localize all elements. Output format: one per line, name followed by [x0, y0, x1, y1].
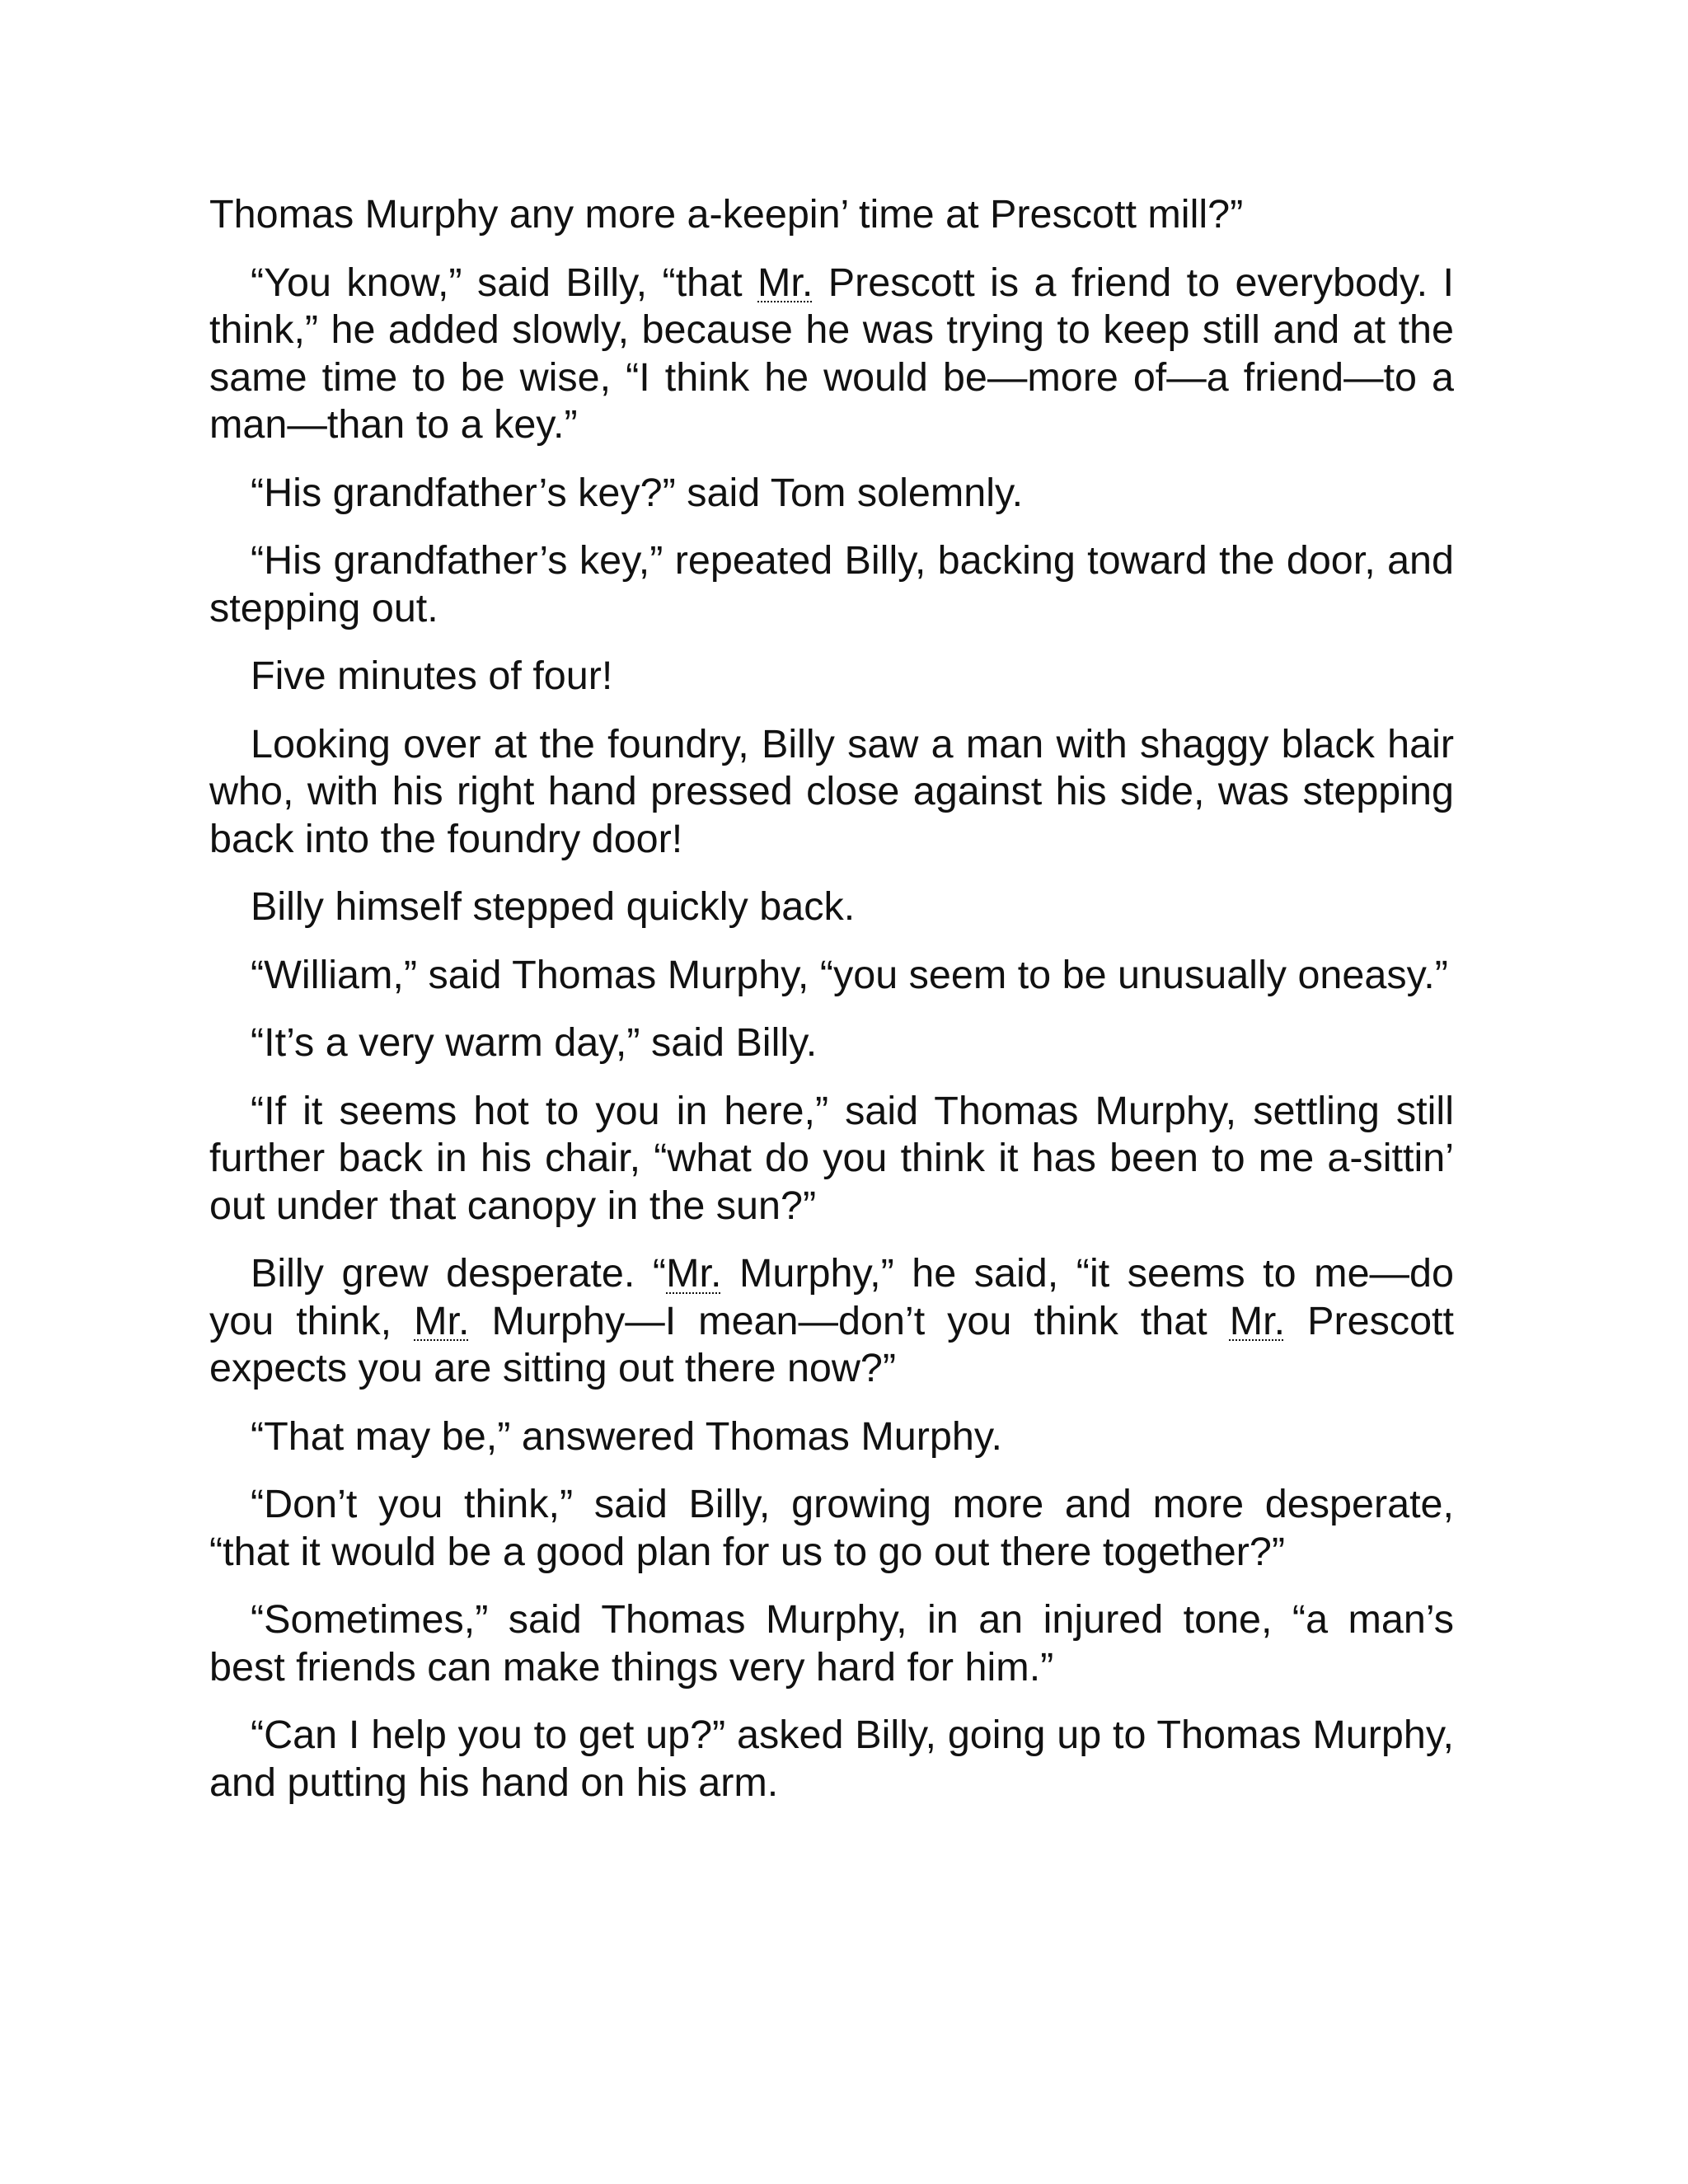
abbreviation: Mr. [1229, 1298, 1286, 1343]
paragraph [209, 1088, 1454, 1230]
text-segment: “His grandfather’s key?” said Tom solemnly. [251, 470, 1024, 515]
text-segment: “It’s a very warm day,” said Billy. [251, 1020, 818, 1065]
text-segment: “If it seems hot to you in here,” said Thomas Murphy, settling still further back in his chair, “what do you think it has been to me a-sittin’ out under that canopy in the sun?” [209, 1088, 1454, 1228]
paragraph [209, 1250, 1454, 1393]
paragraph [209, 721, 1454, 864]
abbreviation: Mr. [414, 1298, 470, 1343]
abbreviation: Mr. [757, 260, 814, 305]
paragraph [209, 260, 1454, 449]
text-segment: Five minutes of four! [251, 654, 613, 698]
text-segment: Looking over at the foundry, Billy saw a man with shaggy black hair who, with his right hand pressed close against his side, was stepping back into the foundry door! [209, 721, 1454, 861]
text-segment: “Sometimes,” said Thomas Murphy, in an injured tone, “a man’s best friends can make things very hard for him.” [209, 1597, 1454, 1690]
abbreviation: Mr. [666, 1251, 722, 1296]
text-segment: “William,” said Thomas Murphy, “you seem to be unusually oneasy.” [251, 952, 1448, 997]
text-segment: “His grandfather’s key,” repeated Billy, backing toward the door, and stepping out. [209, 538, 1454, 630]
text-segment: “Don’t you think,” said Billy, growing more and more desperate, “that it would be a good plan for us to go out there together?” [209, 1482, 1454, 1574]
paragraph [209, 653, 1454, 701]
paragraph [209, 1481, 1454, 1576]
text-segment: Prescott expects you are sitting out there now?” [209, 1298, 1454, 1390]
paragraph [209, 1413, 1454, 1461]
paragraph [209, 1019, 1454, 1067]
text-segment: “That may be,” answered Thomas Murphy. [251, 1413, 1002, 1459]
paragraph [209, 883, 1454, 931]
text-segment: “You know,” said Billy, “that [251, 260, 758, 305]
paragraph [209, 470, 1454, 518]
paragraph [209, 952, 1454, 1000]
paragraph [209, 537, 1454, 632]
paragraph [209, 191, 1454, 239]
text-segment: Billy grew desperate. “ [251, 1251, 667, 1296]
paragraph [209, 1596, 1454, 1691]
text-segment: “Can I help you to get up?” asked Billy, going up to Thomas Murphy, and putting his hand on his arm. [209, 1713, 1454, 1805]
paragraph [209, 1712, 1454, 1807]
text-segment: Prescott is a friend to everybody. I think,” he added slowly, because he was trying to keep still and at the same time to be wise, “I think he would be—more of—a friend—to a man—than to a key.” [209, 260, 1454, 447]
body-text [209, 191, 1454, 1827]
text-segment: Billy himself stepped quickly back. [251, 884, 856, 929]
text-segment: Murphy—I mean—don’t you think that [469, 1298, 1230, 1343]
text-segment: Thomas Murphy any more a-keepin’ time at Prescott mill?” [209, 192, 1244, 237]
text-segment: Murphy,” he said, “it seems to me—do you think, [209, 1251, 1454, 1343]
